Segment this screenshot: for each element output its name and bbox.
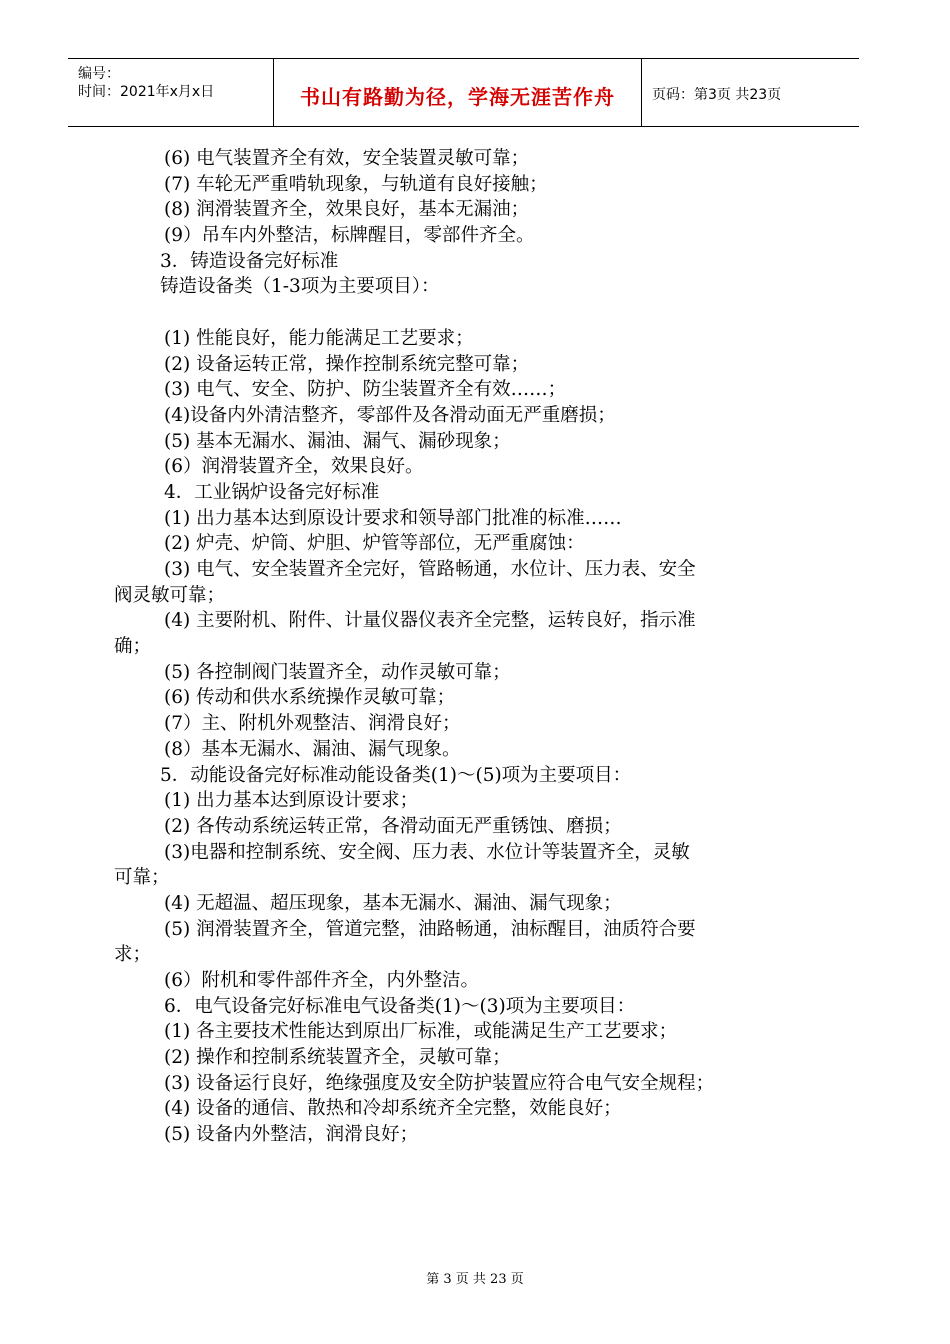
paragraph-line: 确； <box>114 636 152 658</box>
paragraph-line: (1) 各主要技术性能达到原出厂标准，或能满足生产工艺要求； <box>164 1021 678 1043</box>
paragraph-line: (4) 无超温、超压现象，基本无漏水、漏油、漏气现象； <box>164 892 622 914</box>
paragraph-line: (2) 操作和控制系统装置齐全，灵敏可靠； <box>164 1047 511 1069</box>
paragraph-line: (3) 电气、安全、防护、防尘装置齐全有效……； <box>164 379 567 401</box>
paragraph-line: 可靠； <box>114 867 170 889</box>
paragraph-line: (7) 车轮无严重啃轨现象，与轨道有良好接触； <box>164 173 548 195</box>
paragraph-line: 4．工业锅炉设备完好标准 <box>164 481 380 503</box>
paragraph-line: (2) 设备运转正常，操作控制系统完整可靠； <box>164 353 530 375</box>
paragraph-line: (4) 主要附机、附件、计量仪器仪表齐全完整，运转良好，指示准 <box>164 610 696 632</box>
document-time-label: 时间：2021年x月x日 <box>78 84 215 100</box>
paragraph-line: (5) 基本无漏水、漏油、漏气、漏砂现象； <box>164 430 511 452</box>
paragraph-line: (3) 设备运行良好，绝缘强度及安全防护装置应符合电气安全规程； <box>164 1072 715 1094</box>
paragraph-line: (2) 炉壳、炉筒、炉胆、炉管等部位，无严重腐蚀： <box>164 533 585 555</box>
paragraph-line: (7）主、附机外观整洁、润滑良好； <box>164 713 461 735</box>
page-footer: 第 3 页 共 23 页 <box>426 1272 524 1287</box>
paragraph-line: (2) 各传动系统运转正常，各滑动面无严重锈蚀、磨损； <box>164 815 622 837</box>
header-meta-cell <box>68 59 274 126</box>
paragraph-line: 铸造设备类（1-3项为主要项目）： <box>160 276 440 298</box>
paragraph-line: (6）附机和零件部件齐全，内外整洁。 <box>164 970 479 991</box>
paragraph-line: (8) 润滑装置齐全，效果良好，基本无漏油； <box>164 199 530 221</box>
header-page-cell <box>642 59 859 126</box>
paragraph-line: (5) 润滑装置齐全，管道完整，油路畅通，油标醒目，油质符合要 <box>164 918 696 940</box>
header-page-number: 页码：第3页 共23页 <box>652 87 782 103</box>
paragraph-line: (4)设备内外清洁整齐，零部件及各滑动面无严重磨损； <box>164 404 616 426</box>
paragraph-line: (1) 出力基本达到原设计要求和领导部门批准的标准…… <box>164 507 622 529</box>
page-header <box>68 58 859 127</box>
header-motto-cell <box>274 59 642 126</box>
header-motto: 书山有路勤为径，学海无涯苦作舟 <box>300 85 615 109</box>
paragraph-line: (1) 性能良好，能力能满足工艺要求； <box>164 327 474 349</box>
paragraph-line: (3)电器和控制系统、安全阀、压力表、水位计等装置齐全，灵敏 <box>164 841 690 863</box>
document-body <box>114 146 814 1148</box>
paragraph-line: (6）润滑装置齐全，效果良好。 <box>164 456 424 478</box>
paragraph-line: (8）基本无漏水、漏油、漏气现象。 <box>164 738 461 760</box>
paragraph-line: (5) 各控制阀门装置齐全，动作灵敏可靠； <box>164 661 511 683</box>
paragraph-line: (6) 传动和供水系统操作灵敏可靠； <box>164 687 456 709</box>
paragraph-line: (5) 设备内外整洁，润滑良好； <box>164 1124 419 1146</box>
paragraph-line: (1) 出力基本达到原设计要求； <box>164 790 419 812</box>
paragraph-line <box>114 300 814 326</box>
document-number-label: 编号： <box>78 66 120 82</box>
paragraph-line: 阀灵敏可靠； <box>114 584 226 606</box>
paragraph-line: 3．铸造设备完好标准 <box>160 250 339 272</box>
paragraph-line: (3) 电气、安全装置齐全完好，管路畅通，水位计、压力表、安全 <box>164 559 696 580</box>
paragraph-line: (9）吊车内外整洁，标牌醒目，零部件齐全。 <box>164 225 535 247</box>
paragraph-line: (4) 设备的通信、散热和冷却系统齐全完整，效能良好； <box>164 1098 622 1120</box>
paragraph-line: 6．电气设备完好标准电气设备类(1)～(3)项为主要项目： <box>164 995 636 1017</box>
paragraph-line: 求； <box>114 944 152 966</box>
paragraph-line: (6) 电气装置齐全有效，安全装置灵敏可靠； <box>164 148 530 169</box>
paragraph-line: 5．动能设备完好标准动能设备类(1)～(5)项为主要项目： <box>160 764 632 786</box>
